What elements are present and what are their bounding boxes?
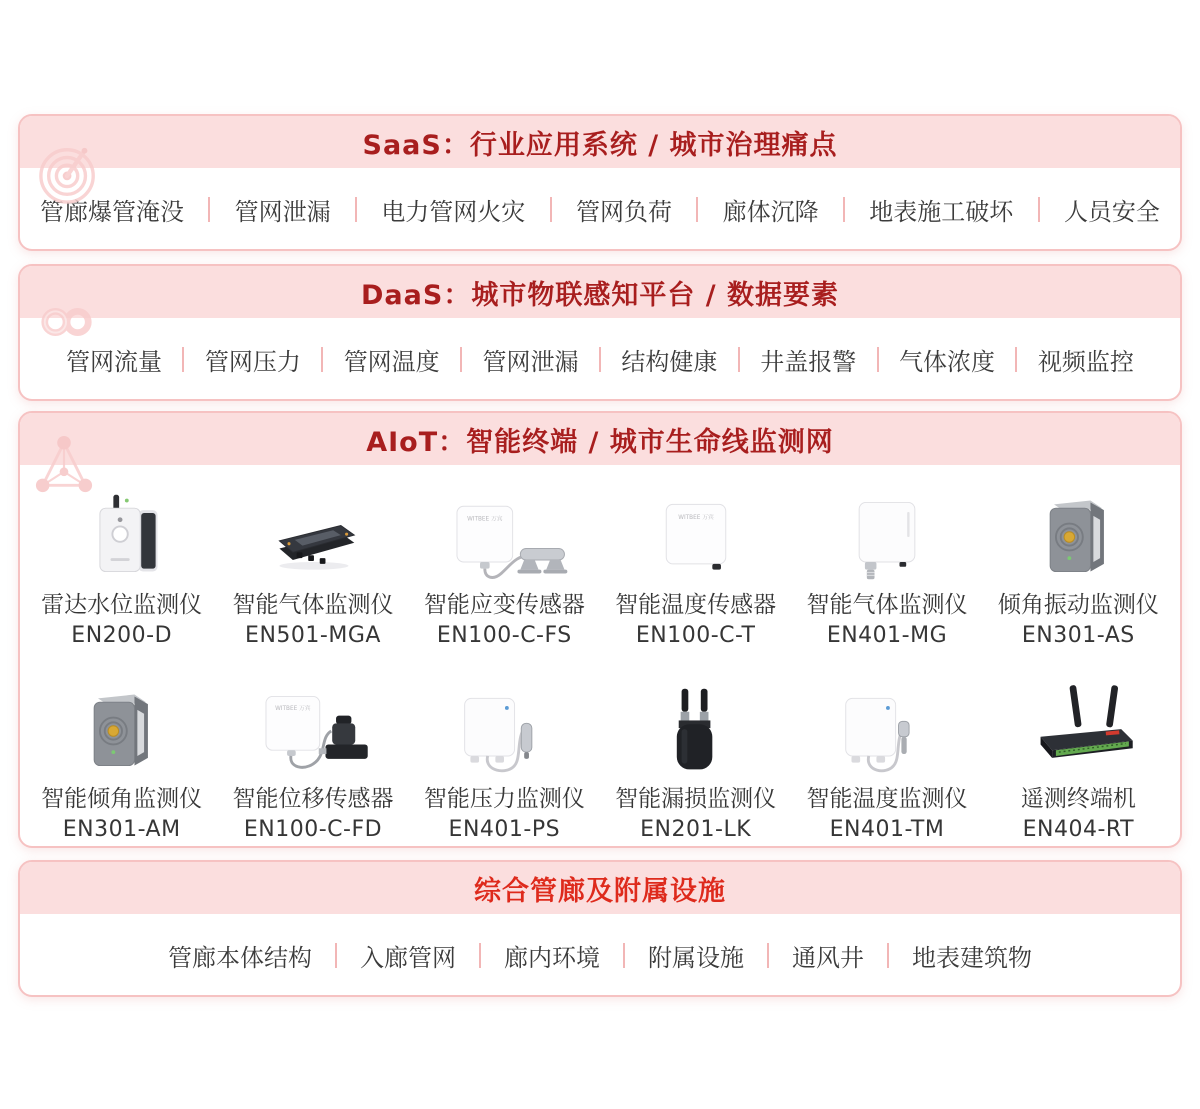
saas-item: 管网泄漏 xyxy=(234,198,331,226)
daas-item: 视频监控 xyxy=(1037,348,1134,376)
product-name: 智能气体监测仪 xyxy=(232,592,394,618)
divider xyxy=(460,347,462,372)
product-model: EN404-RT xyxy=(1022,817,1135,842)
device-illustration xyxy=(812,489,962,585)
temperature-sensor-device-image xyxy=(621,485,771,585)
device-illustration xyxy=(429,489,579,585)
product-model: EN201-LK xyxy=(640,817,752,842)
divider xyxy=(1015,347,1017,372)
product-card-en200-d xyxy=(26,485,217,651)
divider xyxy=(208,197,210,222)
product-model: EN401-PS xyxy=(448,817,561,842)
product-card-en401-mg xyxy=(791,485,982,651)
corridor-item: 地表建筑物 xyxy=(912,944,1032,972)
brand-label: WITBEE 万宾 xyxy=(467,516,503,523)
product-row-1 xyxy=(20,485,1180,651)
section-saas xyxy=(18,114,1182,251)
device-illustration xyxy=(812,683,962,779)
product-card-en301-am xyxy=(26,679,217,845)
product-model: EN401-TM xyxy=(829,817,945,842)
leak-monitor-device-image xyxy=(621,679,771,779)
daas-item: 管网压力 xyxy=(204,348,301,376)
product-name: 智能温度监测仪 xyxy=(806,786,968,812)
corridor-item: 廊内环境 xyxy=(504,944,600,972)
divider xyxy=(599,347,601,372)
daas-item: 管网泄漏 xyxy=(482,348,579,376)
pressure-monitor-device-image xyxy=(429,679,579,779)
corridor-item: 附属设施 xyxy=(648,944,744,972)
product-model: EN301-AS xyxy=(1021,623,1135,648)
daas-item: 管网流量 xyxy=(66,348,162,376)
divider xyxy=(335,943,337,968)
product-name: 智能气体监测仪 xyxy=(806,592,968,618)
saas-item: 管网负荷 xyxy=(575,198,672,226)
divider xyxy=(887,943,889,968)
product-model: EN100-C-T xyxy=(635,623,756,648)
corridor-header-band xyxy=(20,862,1180,914)
device-illustration xyxy=(1003,683,1153,779)
daas-item: 气体浓度 xyxy=(899,348,996,376)
divider xyxy=(877,347,879,372)
saas-item: 人员安全 xyxy=(1063,198,1160,226)
product-name: 倾角振动监测仪 xyxy=(997,592,1159,618)
saas-item: 电力管网火灾 xyxy=(381,198,526,226)
product-model: EN200-D xyxy=(71,623,173,648)
product-card-en404-rt xyxy=(983,679,1174,845)
divider xyxy=(696,197,698,222)
product-name: 智能应变传感器 xyxy=(423,592,585,618)
device-illustration xyxy=(238,683,388,779)
tilt-vibration-device-image xyxy=(1003,485,1153,585)
divider xyxy=(767,943,769,968)
corridor-item: 管廊本体结构 xyxy=(168,944,312,972)
product-row-2 xyxy=(20,679,1180,845)
divider xyxy=(550,197,552,222)
strain-sensor-device-image xyxy=(429,485,579,585)
daas-item: 管网温度 xyxy=(343,348,440,376)
divider xyxy=(182,347,184,372)
product-model: EN100-C-FD xyxy=(243,817,383,842)
product-name: 遥测终端机 xyxy=(1020,786,1136,812)
product-name: 智能位移传感器 xyxy=(232,786,394,812)
product-name: 雷达水位监测仪 xyxy=(41,592,203,618)
brand-label: WITBEE 万宾 xyxy=(677,514,714,521)
product-card-en100-c-fd xyxy=(217,679,408,845)
device-illustration xyxy=(429,683,579,779)
divider xyxy=(355,197,357,222)
device-illustration xyxy=(621,683,771,779)
divider xyxy=(843,197,845,222)
product-name: 智能倾角监测仪 xyxy=(41,786,203,812)
displacement-sensor-device-image xyxy=(238,679,388,779)
product-card-en501-mga xyxy=(217,485,408,651)
product-card-en301-as xyxy=(983,485,1174,651)
product-model: EN401-MG xyxy=(826,623,948,648)
corridor-items-row xyxy=(20,914,1180,997)
corridor-title: 综合管廊及附属设施 xyxy=(474,875,726,907)
corridor-item: 通风井 xyxy=(792,944,864,972)
device-illustration xyxy=(47,489,197,585)
daas-item: 井盖报警 xyxy=(760,348,857,376)
tilt-monitor-device-image xyxy=(47,679,197,779)
brand-label: WITBEE 万宾 xyxy=(275,705,311,712)
daas-item: 结构健康 xyxy=(621,348,718,376)
divider xyxy=(738,347,740,372)
radar-water-level-device-image xyxy=(47,485,197,585)
section-corridor xyxy=(18,860,1182,997)
saas-item: 管廊爆管淹没 xyxy=(40,198,184,226)
saas-header-band xyxy=(20,116,1180,168)
device-illustration xyxy=(47,683,197,779)
product-model: EN100-C-FS xyxy=(436,623,572,648)
product-card-en401-tm xyxy=(791,679,982,845)
daas-items-row xyxy=(20,318,1180,401)
product-card-en100-c-fs xyxy=(409,485,600,651)
product-card-en100-c-t xyxy=(600,485,791,651)
gas-monitor-flat-device-image xyxy=(238,485,388,585)
product-name: 智能压力监测仪 xyxy=(423,786,585,812)
device-illustration xyxy=(621,489,771,585)
section-daas xyxy=(18,264,1182,401)
saas-item: 地表施工破坏 xyxy=(869,198,1014,226)
divider xyxy=(479,943,481,968)
aiot-header-band xyxy=(20,413,1180,465)
gas-monitor-device-image xyxy=(812,485,962,585)
product-model: EN301-AM xyxy=(62,817,181,842)
product-card-en201-lk xyxy=(600,679,791,845)
product-card-en401-ps xyxy=(409,679,600,845)
divider xyxy=(623,943,625,968)
temperature-monitor-device-image xyxy=(812,679,962,779)
device-illustration xyxy=(238,489,388,585)
aiot-title: AIoT：智能终端 / 城市生命线监测网 xyxy=(366,426,834,458)
saas-item: 廊体沉降 xyxy=(722,198,819,226)
divider xyxy=(1038,197,1040,222)
product-model: EN501-MGA xyxy=(245,623,381,648)
section-aiot xyxy=(18,411,1182,848)
saas-title: SaaS：行业应用系统 / 城市治理痛点 xyxy=(362,129,838,161)
divider xyxy=(321,347,323,372)
device-illustration xyxy=(1003,489,1153,585)
corridor-item: 入廊管网 xyxy=(360,944,456,972)
saas-items-row xyxy=(20,168,1180,251)
telemetry-terminal-device-image xyxy=(1003,679,1153,779)
product-name: 智能温度传感器 xyxy=(615,592,777,618)
daas-header-band xyxy=(20,266,1180,318)
product-name: 智能漏损监测仪 xyxy=(615,786,777,812)
daas-title: DaaS：城市物联感知平台 / 数据要素 xyxy=(361,279,839,311)
